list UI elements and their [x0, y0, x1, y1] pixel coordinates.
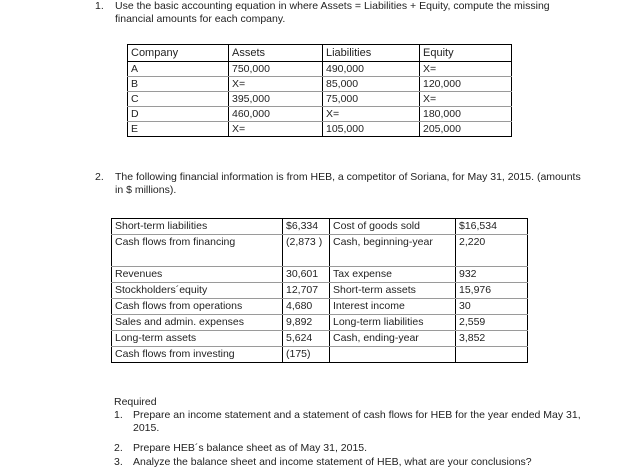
table-row: [112, 219, 528, 235]
table-row: [112, 267, 528, 283]
table2-cell: 4,680: [283, 299, 330, 315]
table2-cell: Cash flows from financing: [112, 235, 283, 267]
table-row: [128, 92, 512, 107]
table-row: [128, 122, 512, 137]
table1-cell: 395,000: [229, 92, 323, 107]
table2-cell: (175): [283, 347, 330, 363]
table-row: [128, 107, 512, 122]
table2-cell: Short-term liabilities: [112, 219, 283, 235]
table-row: [128, 77, 512, 92]
required-item: [114, 456, 594, 469]
table-row: [112, 331, 528, 347]
table-row: [112, 347, 528, 363]
table1-cell: B: [128, 77, 229, 92]
table2-cell: Cash flows from investing: [115, 348, 235, 360]
table1-cell: C: [128, 92, 229, 107]
required-item-text: Analyze the balance sheet and income statement of HEB, what are your conclusions?: [133, 456, 532, 468]
table1-cell: 490,000: [323, 62, 420, 77]
accounting-equation-table: [127, 44, 512, 137]
required-heading: Required: [114, 396, 157, 408]
table1-header-liabilities: Liabilities: [323, 45, 420, 62]
table2-cell: 2,220: [456, 235, 528, 267]
table1-cell: 750,000: [229, 62, 323, 77]
table1-cell: 85,000: [323, 77, 420, 92]
required-item-text: Prepare HEB´s balance sheet as of May 31, 2015.: [133, 442, 368, 454]
required-item-number: 2.: [114, 442, 123, 454]
table1-cell: X=: [420, 62, 512, 77]
table1-cell: 460,000: [229, 107, 323, 122]
table2-cell: $6,334: [283, 219, 330, 235]
table2-cell: 932: [456, 267, 528, 283]
table1-cell: X=: [229, 122, 323, 137]
required-item-text: Prepare an income statement and a statement of cash flows for HEB for the year ended May 31, 2015.: [133, 409, 581, 434]
table2-cell: Long-term assets: [112, 331, 283, 347]
table2-cell: Interest income: [330, 299, 456, 315]
table2-cell: [330, 347, 456, 363]
table1-cell: E: [128, 122, 229, 137]
table2-cell: 3,852: [456, 331, 528, 347]
table1-cell: 75,000: [323, 92, 420, 107]
table2-cell: $16,534: [456, 219, 528, 235]
table2-cell: 30,601: [283, 267, 330, 283]
table2-cell: [456, 347, 528, 363]
required-item-number: 1.: [114, 409, 123, 421]
table1-cell: D: [128, 107, 229, 122]
required-item: [114, 442, 594, 455]
table1-cell: X=: [323, 107, 420, 122]
question-2-text: The following financial information is from HEB, a competitor of Soriana, for May 31, 2015. (amounts in $ millions).: [115, 171, 581, 196]
table1-header-equity: Equity: [420, 45, 512, 62]
question-2-number: 2.: [95, 171, 104, 183]
table2-cell: Sales and admin. expenses: [112, 315, 283, 331]
table2-cell: 12,707: [283, 283, 330, 299]
table2-cell: 5,624: [283, 331, 330, 347]
table2-cell: Short-term assets: [330, 283, 456, 299]
table1-cell: 105,000: [323, 122, 420, 137]
table2-cell: Long-term liabilities: [330, 315, 456, 331]
table2-cell: 30: [456, 299, 528, 315]
table2-cell: Cash flows from operations: [112, 299, 283, 315]
required-item-number: 3.: [114, 456, 123, 468]
table2-cell: Cash, ending-year: [330, 331, 456, 347]
table1-cell: X=: [420, 92, 512, 107]
table1-header-assets: Assets: [229, 45, 323, 62]
table2-cell: Cash, beginning-year: [330, 235, 456, 267]
table-row: [112, 315, 528, 331]
table2-cell: Revenues: [112, 267, 283, 283]
table-row: [112, 283, 528, 299]
heb-financial-table: [111, 218, 528, 363]
table2-cell: Cost of goods sold: [330, 219, 456, 235]
table1-cell: 120,000: [420, 77, 512, 92]
question-1-text: Use the basic accounting equation in where Assets = Liabilities + Equity, compute the missing financial amounts for each company.: [115, 0, 550, 25]
table1-cell: 180,000: [420, 107, 512, 122]
table2-cell: 15,976: [456, 283, 528, 299]
table2-cell: 9,892: [283, 315, 330, 331]
table1-cell: X=: [229, 77, 323, 92]
table2-cell: (2,873 ): [283, 235, 330, 267]
required-item: [114, 409, 594, 435]
table-row: [128, 62, 512, 77]
table2-cell: 2,559: [456, 315, 528, 331]
question-1-number: 1.: [95, 0, 104, 12]
table-row: [112, 299, 528, 315]
table1-cell: A: [128, 62, 229, 77]
table2-cell: Stockholders´equity: [112, 283, 283, 299]
table1-cell: 205,000: [420, 122, 512, 137]
table-row: [112, 235, 528, 267]
table1-header-company: Company: [128, 45, 229, 62]
table2-cell: Tax expense: [330, 267, 456, 283]
